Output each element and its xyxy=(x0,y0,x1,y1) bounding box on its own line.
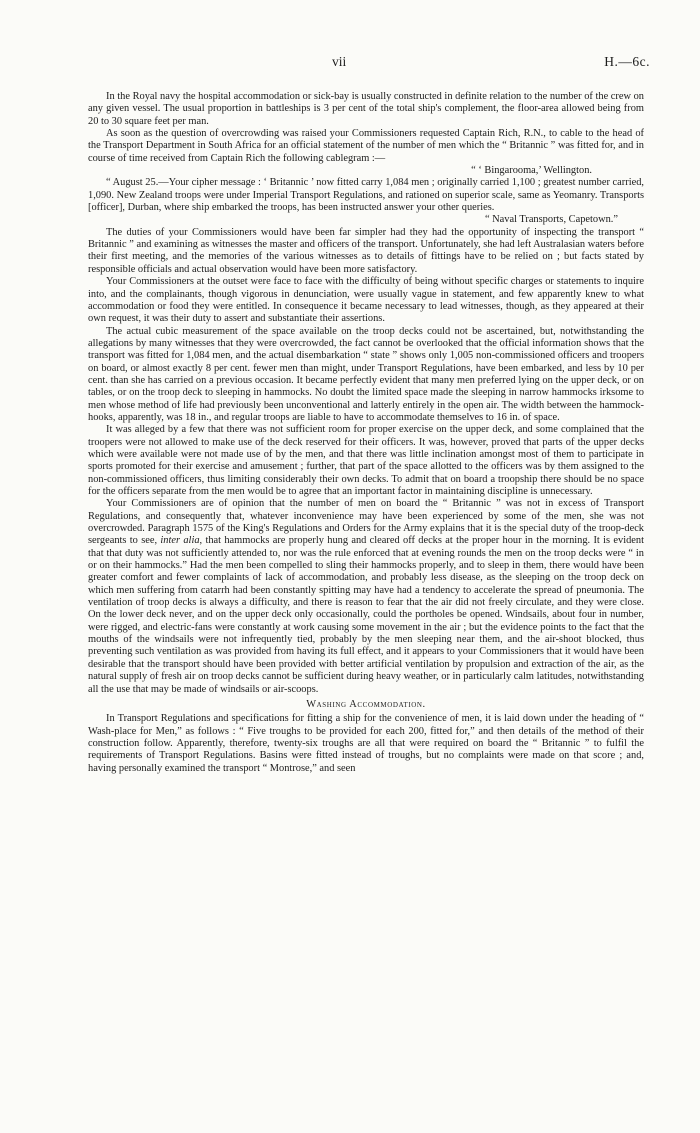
cablegram-body: “ August 25.—Your cipher message : ‘ Britannic ’ now fitted carry 1,084 men ; originally carried 1,100 ; greatest number carried, 1,090. New Zealand troops were under Imperial Transport Regulations, and rationed on superior scale, same as Yeomanry. Transports [officer], Durban, where ship embarked the troops, has been instructed answer your other queries. xyxy=(88,177,644,214)
paragraph-sick-bay: In the Royal navy the hospital accommodation or sick-bay is usually constructed in definite relation to the number of the crew on any given vessel. The usual proportion in battleships is 3 per cent of the total ship's complement, the floor-area allowed being from 20 to 30 square feet per man. xyxy=(88,91,644,127)
paragraph-vague-statements: Your Commissioners at the outset were face to face with the difficulty of being without specific charges or statements to inquire into, and the complainants, though vigorous in denunciation, were usually vague in statement, and few apparently knew to what accommodation or food they were entitled. In consequence it became necessary to lead witnesses, though, as they appeared at their own request, it was their duty to assert and substantiate their assertions. xyxy=(88,276,644,325)
latin-phrase: inter alia xyxy=(160,535,200,547)
paragraph-not-overcrowded-part-1: Your Commissioners are of opinion that the number of men on board the “ Britannic ” was not in excess of Transport Regulations, and consequently that, whatever inconvenience may have been experienced by some of the men, she was not overcrowded. Paragraph 1575 of the King's Regulations and Orders for the Army explains that it is the special duty of the troop-deck sergeants to see, xyxy=(88,498,644,547)
page-number: vii xyxy=(332,54,347,69)
cablegram-signature: “ Naval Transports, Capetown.” xyxy=(484,214,618,226)
paragraph-not-overcrowded xyxy=(88,498,644,696)
paragraph-overcrowding-question: As soon as the question of overcrowding was raised your Commissioners requested Captain Rich, R.N., to cable to the head of the Transport Department in South Africa for an official statement of the number of men which the “ Britannic ” was fitted for, and in course of time received from Captain Rich the following cablegram :— xyxy=(88,128,644,164)
paragraph-commissioner-duties: The duties of your Commissioners would have been far simpler had they had the opportunity of inspecting the transport “ Britannic ” and examining as witnesses the master and officers of the transport. Unfortunately, she had left Australasian waters before their first meeting, and the memories of the various witnesses as to details of fittings have to be relied on ; but facts stated by responsible officials and actual observation would have been more satisfactory. xyxy=(88,226,644,275)
cablegram-address: “ ‘ Bingarooma,’ Wellington. xyxy=(471,165,592,177)
paragraph-exercise-space: It was alleged by a few that there was not sufficient room for proper exercise on the upper deck, and some complained that the troopers were not allowed to make use of the deck reserved for their officers. It was, however, proved that parts of the upper decks which were available were not made use of by the men, and that there was little inclination amongst most of them to participate in sports promoted for their exercise and amusement ; further, that part of the space allotted to the officers was by them assigned to the non-commissioned officers, thus limiting considerably their own decks. To admit that on board a troopship there should be no space for the officers separate from the men would be to agree that an important factor in maintaining discipline is unnecessary. xyxy=(88,424,644,497)
report-body xyxy=(88,91,644,775)
paragraph-wash-place: In Transport Regulations and specifications for fitting a ship for the convenience of men, it is laid down under the heading of “ Wash-place for Men,” as follows : “ Five troughs to be provided for each 200, fitted for,” and then details of the method of their construction follow. Apparently, therefore, twenty-six troughs are all that were required on board the “ Britannic ” to fulfil the requirements of Transport Regulations. Basins were fitted instead of troughs, but no complaints were made on that score ; and, having personally examined the transport “ Montrose,” and seen xyxy=(88,713,644,774)
page-header xyxy=(0,56,700,72)
paragraph-not-overcrowded-part-2: , that hammocks are properly hung and cleared off decks at the proper hour in the morning. It is evident that that duty was not sufficiently attended to, nor was the rule enforced that at evening rounds the men on the troop decks were “ in or on their hammocks.” Had the men been compelled to sling their hammocks properly, and to sleep in them, there would have been greater comfort and fewer complaints of lack of accommodation, and probably less disease, as the sleeping on the troop deck on which men suffering from catarrh had been constantly spitting may have had a tendency to accelerate the spread of pneumonia. The ventilation of troop decks is always a difficulty, and there is reason to fear that the air did not freely circulate, and they were close. On the lower deck never, and on the upper deck only occasionally, could the portholes be opened. Windsails, about four in number, were rigged, and electric-fans were constantly at work causing some movement in the air ; but the evidence points to the fact that the mouths of the windsails were not infrequently tied, probably by the men sleeping near them, and the air-shoot blocked, thus preventing such ventilation as was provided from having its full effect, and it appears to your Commissioners that it would have been desirable that the transport should have been provided with better artificial ventilation by propulsion and extraction of the air, as the natural supply of fresh air on troop decks cannot be sufficient during heavy weather, or in particularly calm latitudes, notwithstanding all the use that may be made of windsails or air-scoops. xyxy=(88,535,644,695)
section-heading-washing: Washing Accommodation. xyxy=(306,698,426,710)
document-reference: H.—6c. xyxy=(604,54,650,69)
paragraph-cubic-measurement: The actual cubic measurement of the space available on the troop decks could not be ascertained, but, notwithstanding the allegations by many witnesses that they were overcrowded, the fact cannot be overlooked that the official information shows that the transport was fitted for 1,084 men, and the actual disembarkation “ state ” shows only 1,005 non-commissioned officers and troopers on board, or almost exactly 8 per cent. fewer men than might, under Transport Regulations, have been embarked, and less by 10 per cent. than she has carried on a previous occasion. It became perfectly evident that many men preferred lying on the upper deck, or on tables, or on the troop deck to sleeping in hammocks. No doubt the limited space made the sleeping in narrow hammocks irksome to men whose method of life had previously been unconventional and latterly entirely in the open air. The width between the hammock-hooks, apparently, was 18 in., and regular troops are liable to have to accommodate themselves to 16 in. of space. xyxy=(88,325,644,423)
